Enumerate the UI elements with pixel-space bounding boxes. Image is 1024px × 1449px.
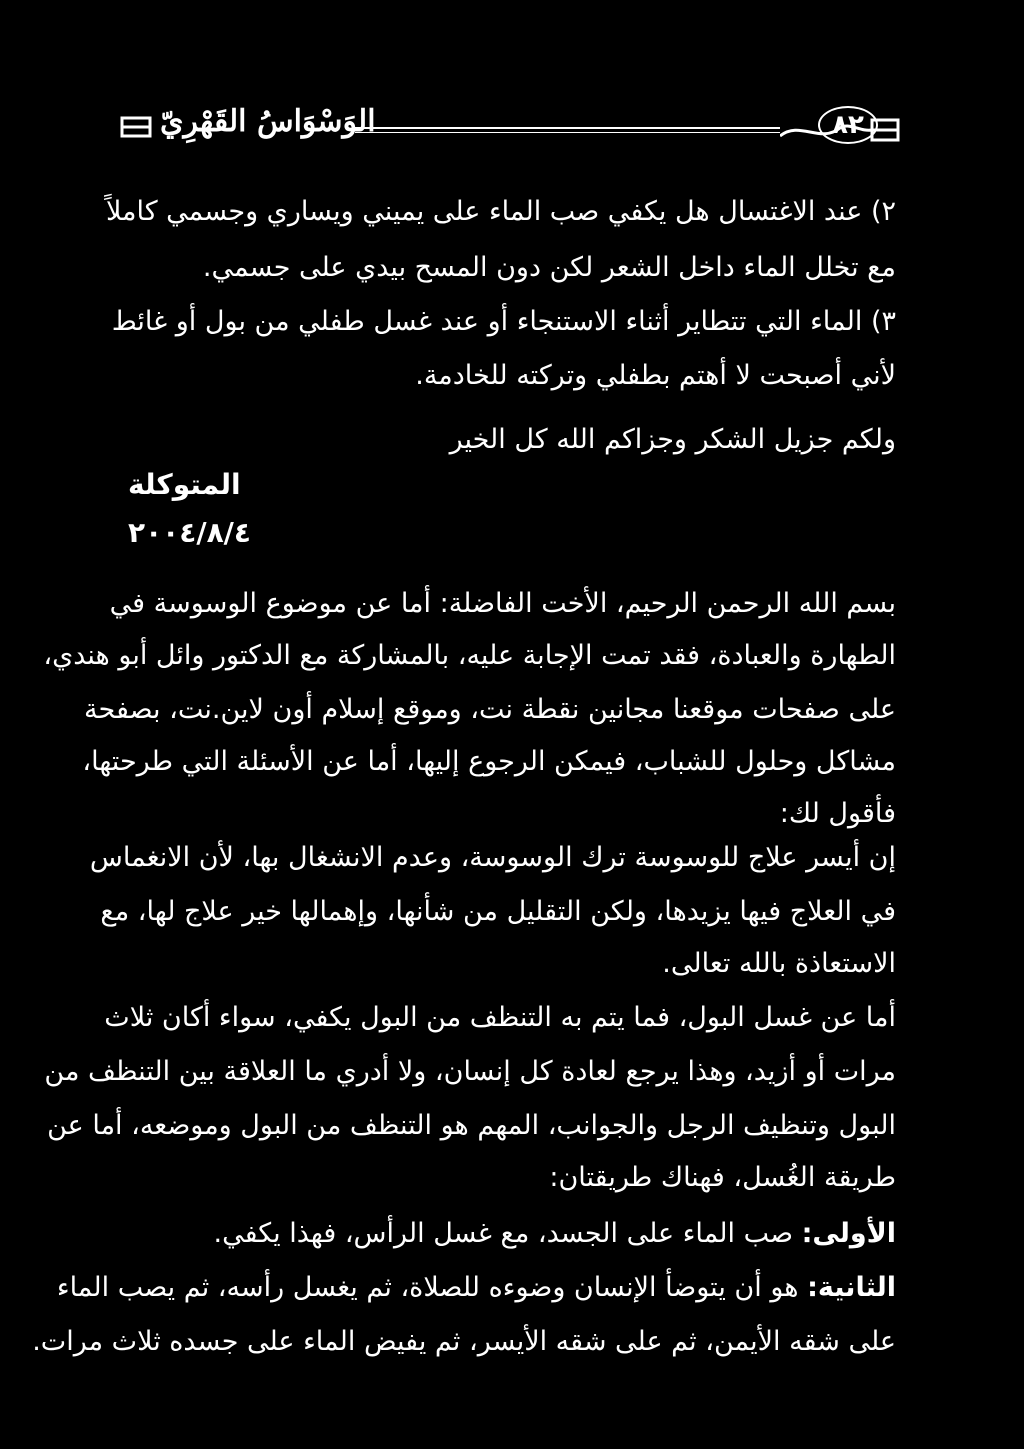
date: ٢٠٠٤/٨/٤ (128, 516, 251, 549)
question-3-line-2: لأني أصبحت لا أهتم بطفلي وتركته للخادمة. (415, 360, 896, 391)
running-title: الوَسْوَاسُ القَهْرِيّ (160, 104, 376, 139)
closing-line: ولكم جزيل الشكر وجزاكم الله كل الخير (449, 424, 896, 455)
method-second-label: الثانية: (807, 1272, 896, 1303)
answer-3-line-2: مرات أو أزيد، وهذا يرجع لعادة كل إنسان، ولا أدري ما العلاقة بين التنظف من (44, 1056, 896, 1087)
method-second (56, 1266, 896, 1310)
answer-2-line-2: في العلاج فيها يزيدها، ولكن التقليل من شأنها، وإهمالها خير علاج لها، مع (100, 896, 896, 927)
answer-2-line-1: إن أيسر علاج للوسوسة ترك الوسوسة، وعدم الانشغال بها، لأن الانغماس (89, 842, 896, 873)
method-first-text: صب الماء على الجسد، مع غسل الرأس، فهذا يكفي. (213, 1218, 802, 1249)
answer-1-line-2: الطهارة والعبادة، فقد تمت الإجابة عليه، بالمشاركة مع الدكتور وائل أبو هندي، (43, 640, 896, 671)
page-header (120, 100, 900, 156)
method-second-continued: على شقه الأيمن، ثم على شقه الأيسر، ثم يفيض الماء على جسده ثلاث مرات. (32, 1326, 896, 1357)
answer-3-line-1: أما عن غسل البول، فما يتم به التنظف من البول يكفي، سواء أكان ثلاث (104, 1002, 896, 1033)
method-first-label: الأولى: (801, 1218, 896, 1249)
header-rule (355, 127, 780, 129)
answer-1-line-1: بسم الله الرحمن الرحيم، الأخت الفاضلة: أما عن موضوع الوسوسة في (109, 588, 896, 619)
answer-2-line-3: الاستعاذة بالله تعالى. (662, 948, 896, 979)
method-first (124, 1212, 896, 1256)
answer-1-line-3: على صفحات موقعنا مجانين نقطة نت، وموقع إسلام أون لاين.نت، بصفحة (84, 694, 896, 725)
answer-1-line-5: فأقول لك: (779, 798, 896, 829)
answer-1-line-4: مشاكل وحلول للشباب، فيمكن الرجوع إليها، أما عن الأسئلة التي طرحتها، (82, 746, 896, 777)
question-2-line-2: مع تخلل الماء داخل الشعر لكن دون المسح بيدي على جسمي. (202, 252, 896, 283)
signature: المتوكلة (128, 468, 241, 501)
page-number: ٨٢ (818, 106, 878, 144)
header-ornament-left (120, 112, 154, 142)
method-second-text: هو أن يتوضأ الإنسان وضوءه للصلاة، ثم يغسل رأسه، ثم يصب الماء (56, 1272, 808, 1303)
question-3-line-1: ٣) الماء التي تتطاير أثناء الاستنجاء أو عند غسل طفلي من بول أو غائط (111, 306, 896, 337)
header-rule-thin (355, 132, 780, 133)
question-2-line-1: ٢) عند الاغتسال هل يكفي صب الماء على يميني ويساري وجسمي كاملاً (105, 196, 896, 227)
answer-3-line-4: طريقة الغُسل، فهناك طريقتان: (549, 1162, 896, 1193)
answer-3-line-3: البول وتنظيف الرجل والجوانب، المهم هو التنظف من البول وموضعه، أما عن (47, 1110, 896, 1141)
